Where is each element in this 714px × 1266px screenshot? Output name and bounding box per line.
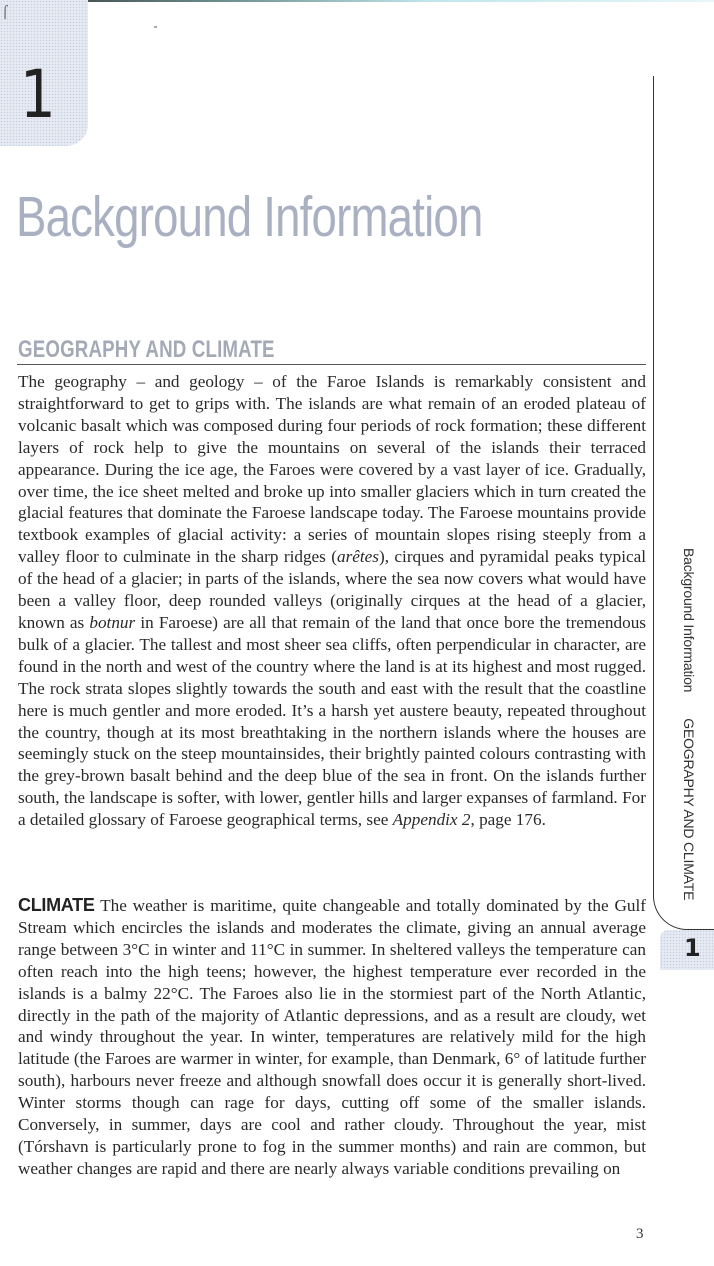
tab-corner-mark: ⌠ bbox=[2, 5, 9, 19]
print-speck bbox=[154, 26, 157, 28]
term-botnur: botnur bbox=[89, 612, 136, 632]
geography-text-4: , page 176. bbox=[470, 810, 546, 830]
chapter-number: 1 bbox=[20, 56, 56, 133]
climate-run-in-heading: CLIMATE bbox=[18, 895, 95, 915]
term-aretes: arêtes bbox=[336, 547, 379, 567]
page-number: 3 bbox=[636, 1226, 644, 1242]
running-head-chapter: Background Information bbox=[681, 548, 697, 693]
thumb-tab-number: 1 bbox=[684, 934, 701, 962]
geography-text-3: in Faroese) are all that remain of the land that once bore the tremendous bulk of a glacier. The tallest and most sheer sea cliffs, often perpendicular in character, are found in the north and west of the country where the land is at its highest and most rugged. The rock strata slopes slightly towards the south and east with the result that the coastline here is much gentler and more eroded. It’s a harsh yet austere beauty, repeated throughout the country, though at its most breathtaking in the northern islands where the houses are seemingly stuck on the steep mountainsides, their brightly painted colours contrasting with the grey-brown basalt behind and the deep blue of the sea in front. On the islands further south, the landscape is softer, with lower, gentler hills and larger expanses of farmland. For a detailed glossary of Faroese geographical terms, see bbox=[18, 612, 646, 830]
margin-rule bbox=[653, 76, 654, 896]
geography-paragraph bbox=[18, 371, 646, 831]
running-head-section: GEOGRAPHY AND CLIMATE bbox=[681, 718, 697, 901]
appendix-reference: Appendix 2 bbox=[392, 810, 471, 830]
chapter-title: Background Information bbox=[16, 185, 483, 249]
page-top-edge bbox=[0, 0, 714, 2]
section-heading: GEOGRAPHY AND CLIMATE bbox=[18, 336, 275, 363]
climate-paragraph bbox=[18, 895, 646, 1180]
running-head-vertical bbox=[680, 548, 698, 900]
section-divider bbox=[17, 364, 646, 365]
geography-text-2: ), cirques and pyramidal peaks typical of the head of a glacier; in parts of the islands, where the sea now covers what would have been a valley floor, deep rounded valleys (originally cirques at the head of a glacier, known as bbox=[18, 547, 646, 632]
geography-text-1: The geography – and geology – of the Faroe Islands is remarkably consistent and straightforward to get to grips with. The islands are what remain of an eroded plateau of volcanic basalt which was composed during four periods of rock formation; these different layers of rock help to give the mountains on several of the islands their terraced appearance. During the ice age, the Faroes were covered by a vast layer of ice. Gradually, over time, the ice sheet melted and broke up into smaller glaciers which in turn created the glacial features that dominate the Faroese landscape today. The Faroese mountains provide textbook examples of glacial activity: a series of mountain slopes rising steeply from a valley floor to culminate in the sharp ridges ( bbox=[18, 372, 646, 567]
climate-text: The weather is maritime, quite changeable and totally dominated by the Gulf Stream which encircles the islands and moderates the climate, giving an annual average range between 3°C in winter and 11°C in summer. In sheltered valleys the temperature can often reach into the high teens; however, the highest temperature ever recorded in the islands is a balmy 22°C. The Faroes also lie in the stormiest part of the North Atlantic, directly in the path of the majority of Atlantic depressions, and as a result are cloudy, wet and windy throughout the year. In winter, temperatures are relatively mild for the high latitude (the Faroes are warmer in winter, for example, than Denmark, 6° of latitude further south), harbours never freeze and although snowfall does occur it is generally short-lived. Winter storms though can rage for days, cutting off some of the smaller islands. Conversely, in summer, days are cool and rather cloudy. Throughout the year, mist (Tórshavn is particularly prone to fog in the summer months) and rain are common, but weather changes are rapid and there are nearly always variable conditions prevailing on bbox=[18, 896, 646, 1178]
